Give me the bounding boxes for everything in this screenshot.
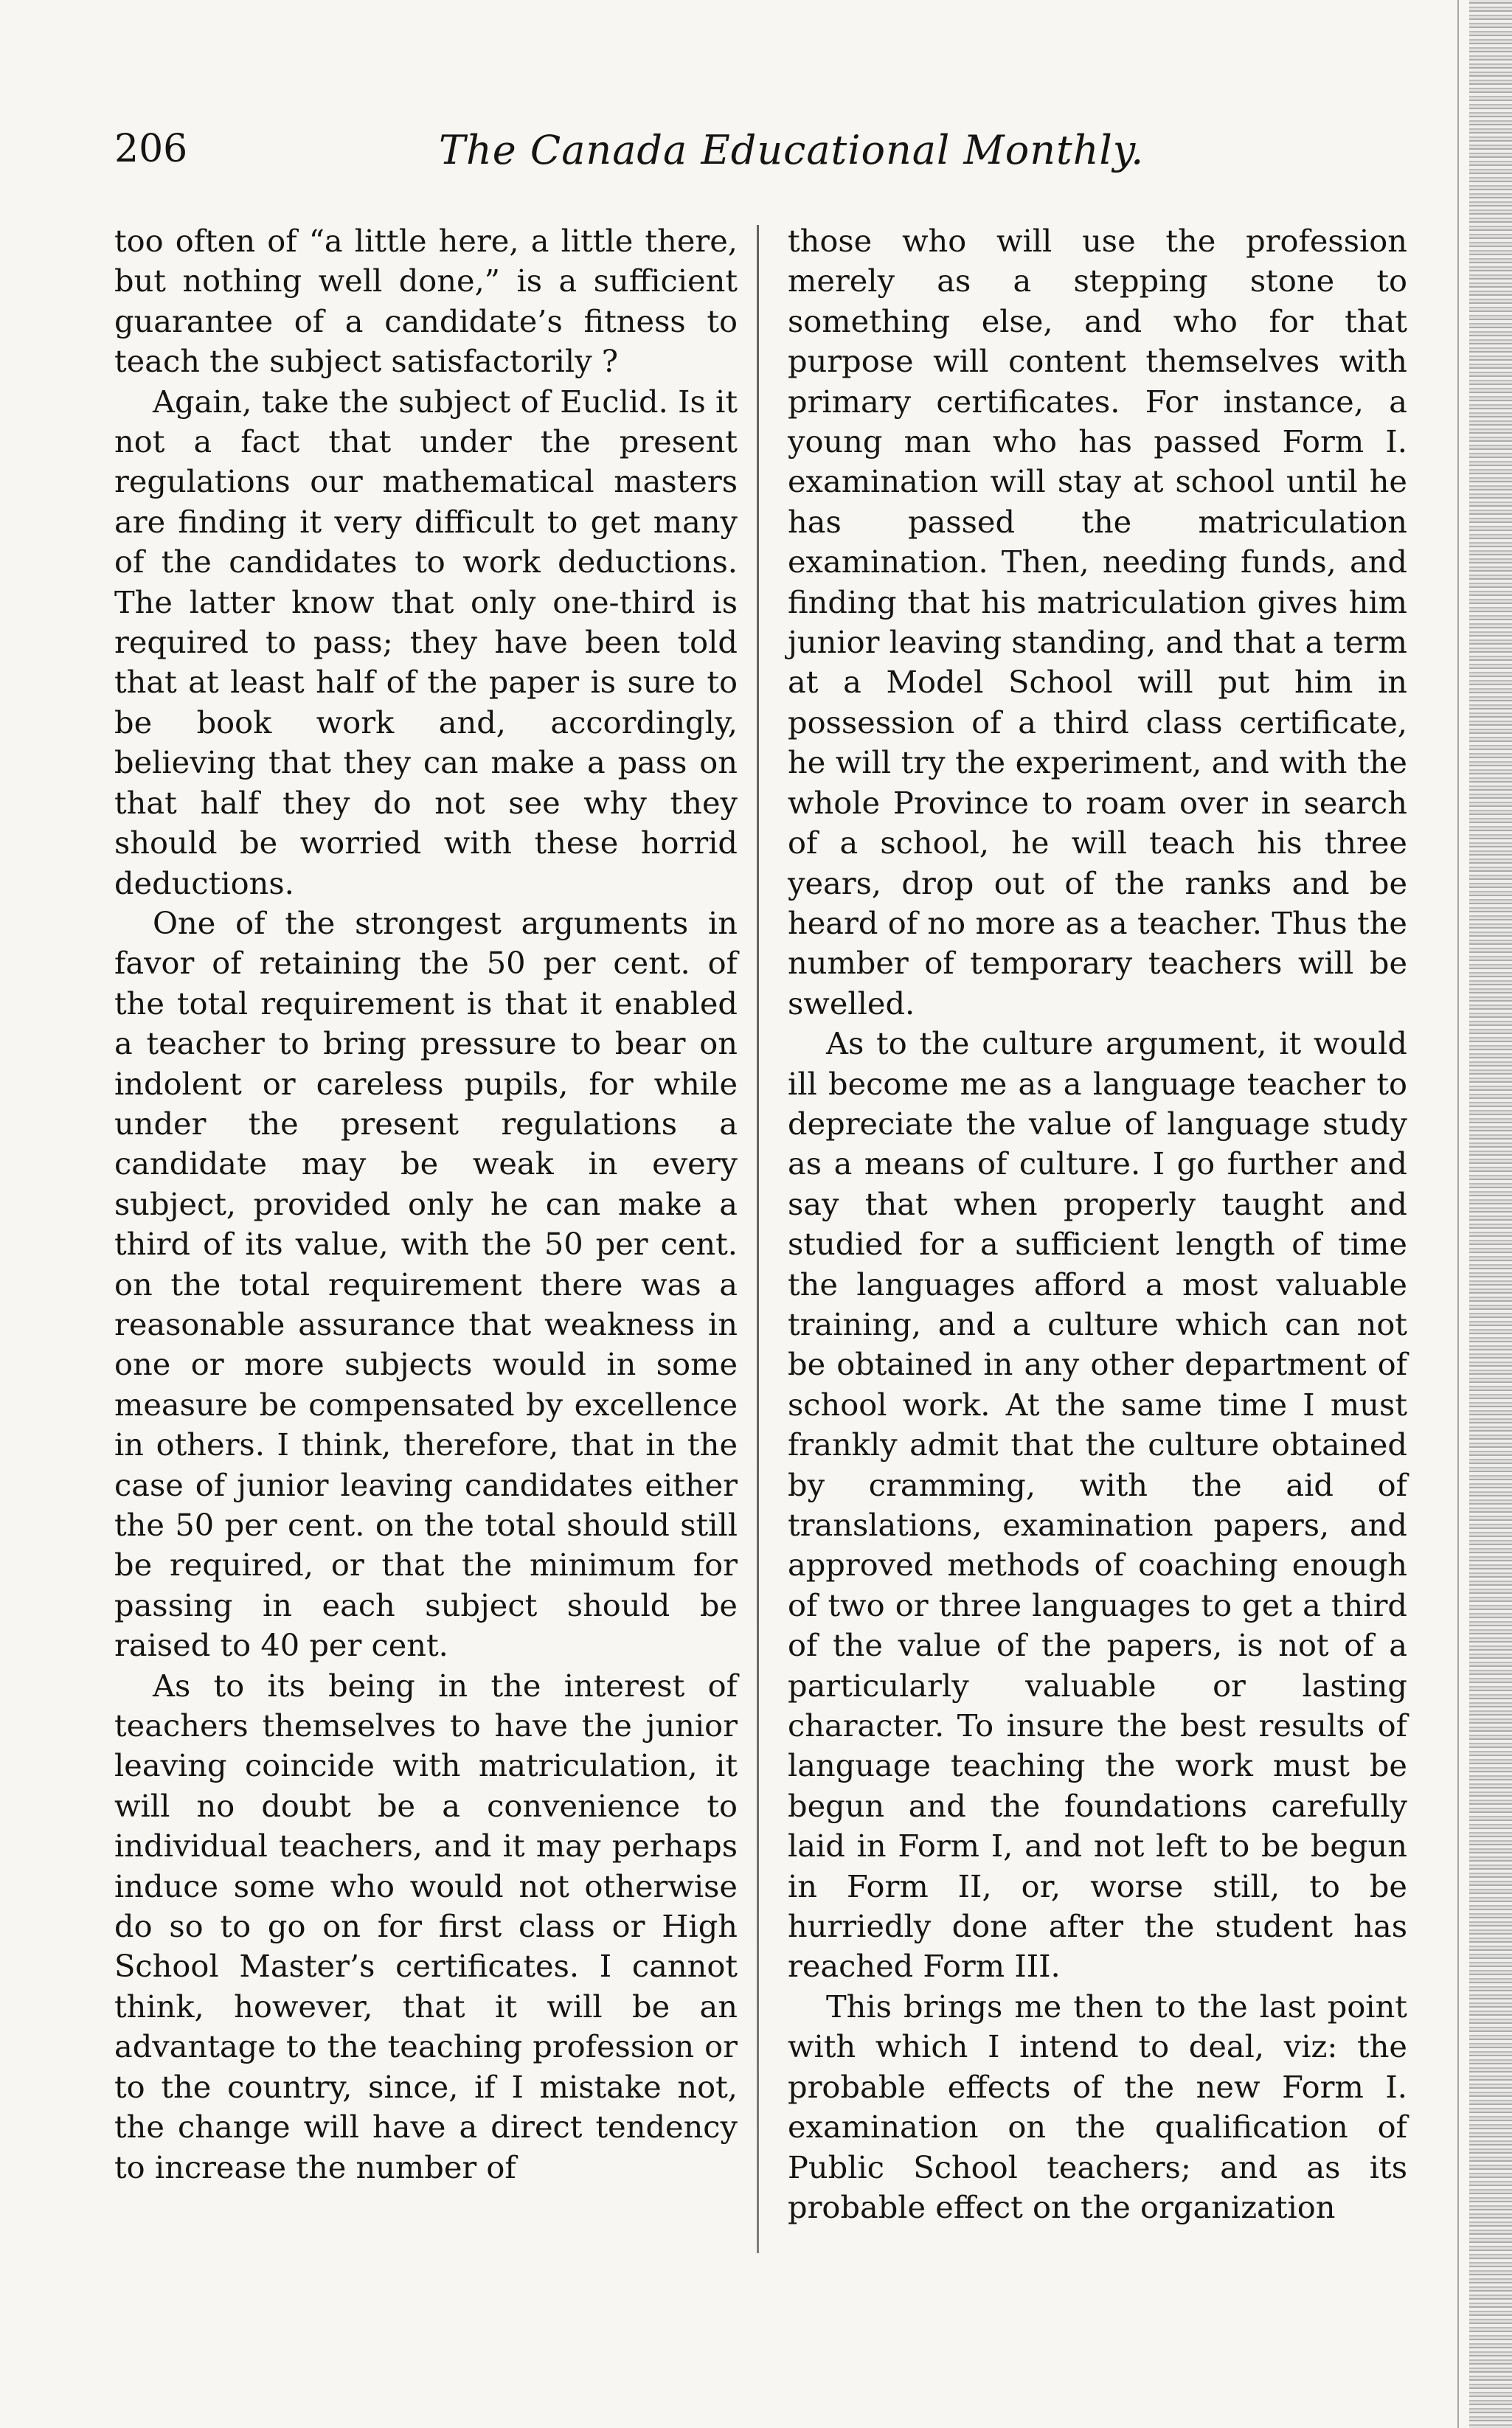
paragraph: As to its being in the interest of teachers themselves to have the junior leaving coincide with matriculation, it will no doubt be a convenience to individual teachers, and it may perhaps induce some who would not otherwise do so to go on for first class or High School Master’s certificates. I cannot think, however, that it will be an advantage to the teaching profession or to the country, since, if I mistake not, the change will have a direct tendency to increase the number of [114, 1667, 738, 2185]
scanned-page-edge [1469, 0, 1512, 2428]
paragraph: As to the culture argument, it would ill become me as a language teacher to depreciate the value of language study as a means of culture. I go further and say that when properly taught and studied for a sufficient length of time the languages afford a most valuable training, and a culture which can not be obtained in any other department of school work. At the same time I must frankly admit that the culture obtained by cramming, with the aid of translations, examination papers, and approved methods of coaching enough of two or three languages to get a third of the value of the papers, is not of a particularly valuable or lasting character. To insure the best results of language teaching the work must be begun and the foundations carefully laid in Form I, and not left to be begun in Form II, or, worse still, to be hurriedly done after the student has reached Form III. [788, 1025, 1407, 1985]
page-number: 206 [114, 127, 188, 171]
page-edge-line [1457, 0, 1459, 2428]
paragraph: Again, take the subject of Euclid. Is it not a fact that under the present regulations our mathematical masters are finding it very difficult to get many of the candidates to work deductions. The latter know that only one-third is required to pass; they have been told that at least half of the paper is sure to be book work and, accordingly, believing that they can make a pass on that half they do not see why they should be worried with these horrid deductions. [114, 383, 738, 901]
running-title: The Canada Educational Monthly. [439, 127, 1145, 173]
paragraph: One of the strongest arguments in favor of retaining the 50 per cent. of the total requirement is that it enabled a teacher to bring pressure to bear on indolent or careless pupils, for while under the present regulations a candidate may be weak in every subject, provided only he can make a third of its value, with the 50 per cent. on the total requirement there was a reasonable assurance that weakness in one or more subjects would in some measure be compensated by excellence in others. I think, therefore, that in the case of junior leaving candidates either the 50 per cent. on the total should still be required, or that the minimum for passing in each subject should be raised to 40 per cent. [114, 904, 738, 1664]
paragraph: This brings me then to the last point with which I intend to deal, viz: the probable effects of the new Form I. examination on the qualification of Public School teachers; and as its probable effect on the organization [788, 1988, 1407, 2225]
column-divider [757, 225, 759, 2253]
right-column [788, 221, 1407, 2227]
paragraph: those who will use the profession merely as a stepping stone to something else, and who for that purpose will content themselves with primary certificates. For instance, a young man who has passed Form I. examination will stay at school until he has passed the matriculation examination. Then, needing funds, and finding that his matriculation gives him junior leaving standing, and that a term at a Model School will put him in possession of a third class certificate, he will try the experiment, and with the whole Province to roam over in search of a school, he will teach his three years, drop out of the ranks and be heard of no more as a teacher. Thus the number of temporary teachers will be swelled. [788, 223, 1407, 1022]
page-header [114, 127, 1409, 186]
paragraph: too often of “a little here, a little there, but nothing well done,” is a sufficient guarantee of a candidate’s fitness to teach the subject satisfactorily ? [114, 223, 738, 380]
left-column [114, 221, 738, 2188]
